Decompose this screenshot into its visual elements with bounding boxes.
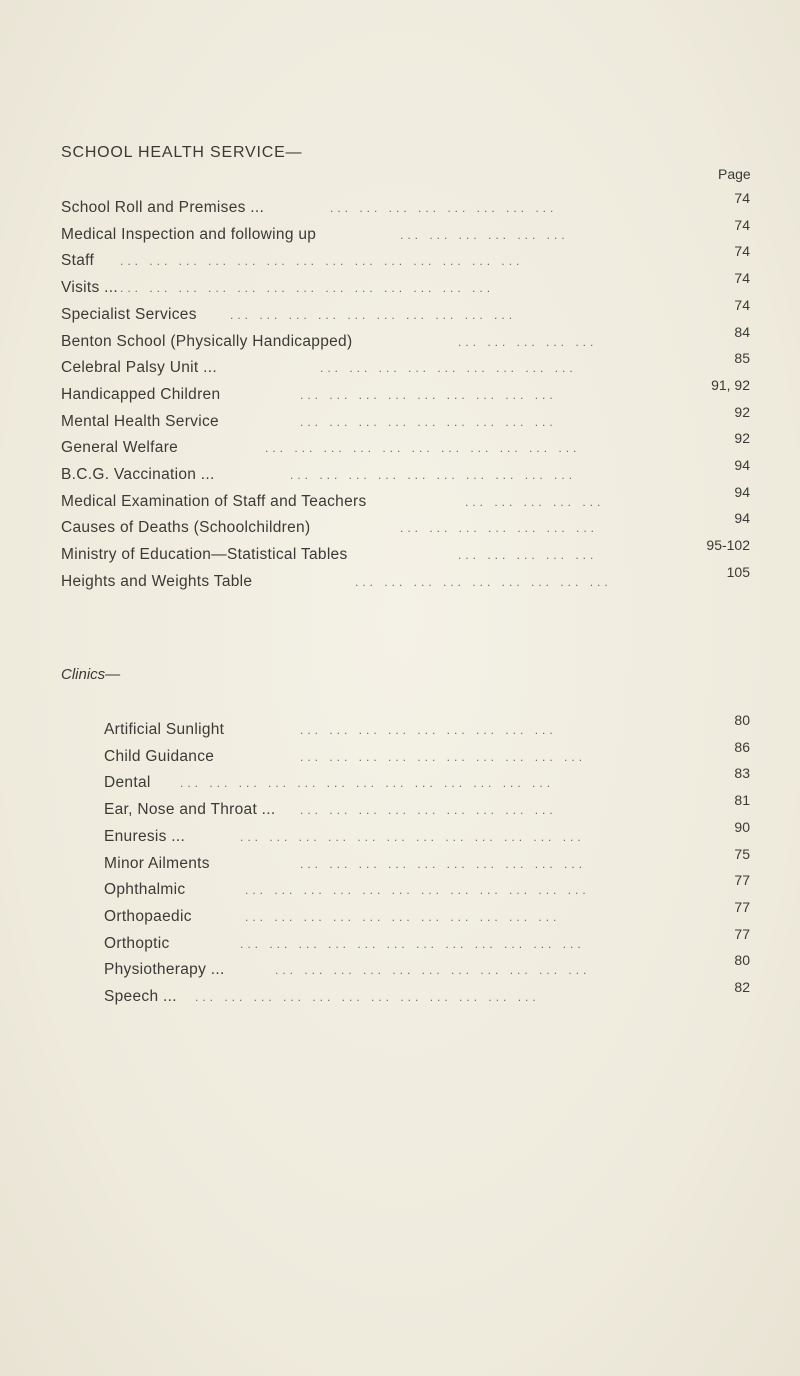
entry-label: School Roll and Premises ... bbox=[61, 199, 265, 216]
dot-leader: ... ... ... ... ... bbox=[458, 548, 598, 563]
dot-leader: ... ... ... ... ... ... ... ... ... ... ... ... bbox=[245, 883, 590, 898]
page-number: 94 bbox=[734, 457, 750, 473]
dot-leader: ... ... ... ... ... ... ... ... bbox=[330, 201, 558, 215]
dot-leader: ... ... ... ... ... ... bbox=[400, 227, 569, 242]
dot-leader: ... ... ... ... ... ... ... ... ... bbox=[300, 803, 557, 818]
dot-leader: ... ... ... ... ... ... ... ... ... ... ... bbox=[265, 441, 581, 456]
dot-leader: ... ... ... ... ... ... ... bbox=[400, 521, 599, 536]
page-number: 91, 92 bbox=[711, 376, 750, 393]
dot-leader: ... ... ... ... ... ... ... ... ... ... ... bbox=[275, 963, 591, 978]
entry-label: Visits ... bbox=[61, 279, 118, 297]
entry-label: Medical Examination of Staff and Teachers bbox=[61, 492, 367, 510]
dot-leader: ... ... ... ... ... ... ... ... ... bbox=[300, 723, 557, 737]
page-number: 77 bbox=[734, 898, 750, 915]
entry-label: Heights and Weights Table bbox=[61, 572, 253, 590]
dot-leader: ... ... ... ... ... ... ... ... ... bbox=[300, 414, 557, 429]
entry-label: Physiotherapy ... bbox=[104, 961, 225, 979]
entry-label: Ear, Nose and Throat ... bbox=[104, 801, 276, 819]
entry-label: Dental bbox=[104, 774, 151, 792]
index-entry bbox=[0, 563, 800, 599]
entry-label: Ophthalmic bbox=[104, 881, 186, 899]
clinics-heading: Clinics— bbox=[61, 666, 121, 683]
dot-leader: ... ... ... ... ... ... ... ... ... ... bbox=[300, 749, 587, 764]
entry-label: Mental Health Service bbox=[61, 412, 219, 430]
dot-leader: ... ... ... ... ... ... ... ... ... ... ... ... bbox=[240, 829, 585, 844]
dot-leader: ... ... ... ... ... ... ... ... ... ... ... bbox=[245, 909, 561, 924]
entry-label: Artificial Sunlight bbox=[104, 721, 225, 738]
page-number: 80 bbox=[734, 712, 750, 728]
page-number: 74 bbox=[734, 296, 750, 313]
entry-label: Medical Inspection and following up bbox=[61, 225, 317, 243]
page-number: 94 bbox=[734, 510, 750, 527]
page-number: 75 bbox=[734, 845, 750, 862]
page-number: 84 bbox=[734, 323, 750, 340]
dot-leader: ... ... ... ... ... ... ... ... ... ... ... ... bbox=[240, 936, 585, 951]
page-column-header: Page bbox=[718, 166, 751, 182]
page-number: 92 bbox=[734, 403, 750, 420]
dot-leader: ... ... ... ... ... ... ... ... ... bbox=[300, 387, 557, 402]
page-number: 94 bbox=[734, 483, 750, 500]
page-number: 74 bbox=[734, 270, 750, 287]
dot-leader: ... ... ... ... ... bbox=[458, 334, 598, 349]
dot-leader: ... ... ... ... ... bbox=[465, 494, 605, 509]
page-number: 81 bbox=[734, 792, 750, 809]
page-number: 95-102 bbox=[706, 537, 750, 554]
page-number: 77 bbox=[734, 872, 750, 889]
entry-label: Child Guidance bbox=[104, 747, 215, 765]
entry-label: Enuresis ... bbox=[104, 827, 186, 845]
entry-label: Ministry of Education—Statistical Tables bbox=[61, 546, 348, 564]
dot-leader: ... ... ... ... ... ... ... ... ... ... ... ... ... bbox=[180, 776, 555, 791]
page-number: 82 bbox=[734, 979, 750, 995]
page-number: 74 bbox=[734, 216, 750, 233]
entry-label: Orthopaedic bbox=[104, 907, 192, 925]
dot-leader: ... ... ... ... ... ... ... ... ... ... bbox=[230, 307, 517, 322]
entry-label: Celebral Palsy Unit ... bbox=[61, 359, 217, 377]
dot-leader: ... ... ... ... ... ... ... ... ... bbox=[320, 361, 577, 376]
entry-label: Benton School (Physically Handicapped) bbox=[61, 332, 353, 350]
entry-label: Orthoptic bbox=[104, 934, 170, 952]
page-number: 86 bbox=[734, 738, 750, 755]
dot-leader: ... ... ... ... ... ... ... ... ... ... bbox=[290, 468, 577, 482]
page-number: 77 bbox=[734, 925, 750, 942]
dot-leader: ... ... ... ... ... ... ... ... ... ... ... ... ... ... bbox=[120, 254, 524, 269]
entry-label: Staff bbox=[61, 252, 95, 270]
entry-label: Minor Ailments bbox=[104, 854, 210, 872]
page-number: 85 bbox=[734, 350, 750, 367]
page-number: 74 bbox=[734, 190, 750, 206]
dot-leader: ... ... ... ... ... ... ... ... ... bbox=[355, 574, 612, 589]
page-number: 90 bbox=[734, 818, 750, 835]
page-number: 74 bbox=[734, 243, 750, 260]
dot-leader: ... ... ... ... ... ... ... ... ... ... ... ... ... bbox=[120, 281, 495, 296]
page-number: 92 bbox=[734, 430, 750, 447]
section-heading: SCHOOL HEALTH SERVICE— bbox=[61, 144, 303, 161]
entry-label: Specialist Services bbox=[61, 305, 197, 323]
entry-label: Causes of Deaths (Schoolchildren) bbox=[61, 519, 311, 537]
entry-label: General Welfare bbox=[61, 439, 179, 457]
entry-label: Speech ... bbox=[104, 988, 177, 1005]
page-number: 80 bbox=[734, 952, 750, 969]
page-number: 105 bbox=[726, 563, 750, 580]
entry-label: Handicapped Children bbox=[61, 385, 221, 403]
index-entry bbox=[0, 979, 800, 1014]
page-number: 83 bbox=[734, 765, 750, 782]
dot-leader: ... ... ... ... ... ... ... ... ... ... bbox=[300, 856, 587, 871]
entry-label: B.C.G. Vaccination ... bbox=[61, 466, 215, 483]
dot-leader: ... ... ... ... ... ... ... ... ... ... ... ... bbox=[195, 990, 540, 1004]
